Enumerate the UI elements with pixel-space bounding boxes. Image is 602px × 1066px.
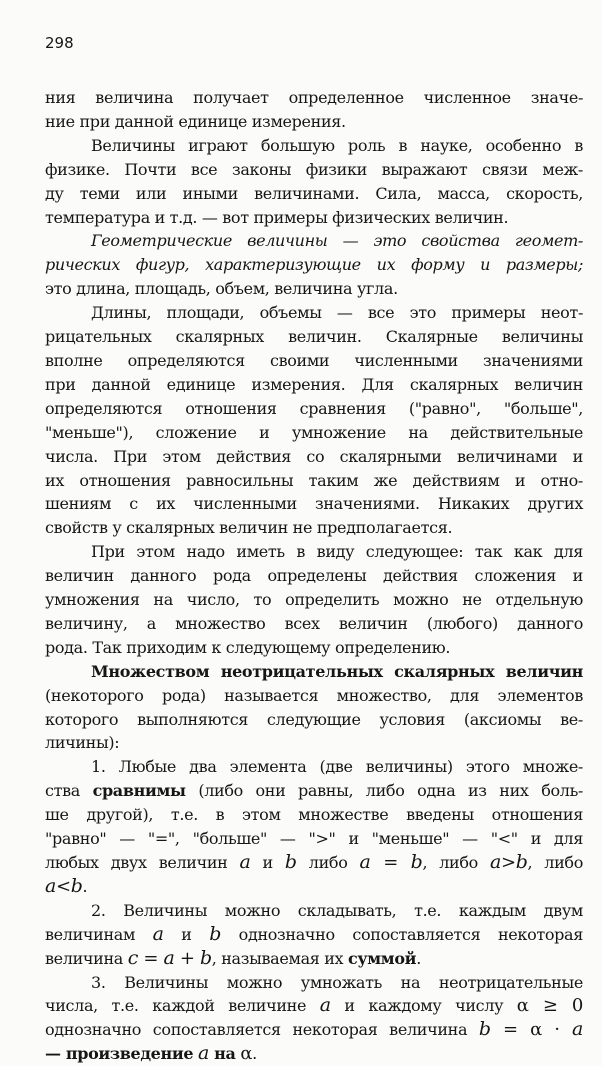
text-segment: Геометрические величины — это свойства геомет- <box>91 231 583 251</box>
text-segment: величину, а множество всех величин (любого) данного <box>45 613 583 633</box>
text-segment: ше другой), т.е. в этом множестве введены отношения <box>45 805 583 825</box>
math-symbol: a <box>197 1042 209 1065</box>
text-line-l33 <box>45 851 583 875</box>
text-line-l23 <box>45 612 583 636</box>
text-segment: Величины играют большую роль в науке, особенно в <box>91 135 583 155</box>
text-segment: рода. Так приходим к следующему определению. <box>45 637 451 657</box>
text-line-l19 <box>45 516 583 540</box>
text-line-l10 <box>45 301 583 325</box>
text-segment: рицательных скалярных величин. Скалярные величины <box>45 327 583 347</box>
math-symbol: α <box>240 1043 253 1065</box>
text-segment: это длина, площадь, объем, величина угла. <box>45 279 398 299</box>
text-segment: , либо <box>527 853 583 872</box>
text-line-l16 <box>45 445 583 469</box>
math-symbol: a <box>163 946 175 969</box>
text-line-l40 <box>45 1018 583 1042</box>
text-segment: определяются отношения сравнения ("равно", "больше", <box>45 398 583 418</box>
text-segment: температура и т.д. — вот примеры физических величин. <box>45 207 509 227</box>
text-segment: любых двух величин <box>45 853 240 872</box>
text-segment: (либо они равны, либо одна из них боль- <box>185 781 583 801</box>
body-text <box>45 86 583 1066</box>
text-line-l34 <box>45 875 583 899</box>
text-segment: 2. Величины можно складывать, т.е. каждым двум <box>91 900 583 920</box>
text-segment: однозначно сопоставляется некоторая <box>221 924 583 944</box>
math-symbol: a <box>319 994 331 1017</box>
text-segment: 3. Величины можно умножать на неотрицательные <box>91 972 583 992</box>
math-symbol: b <box>515 851 528 873</box>
text-line-l05 <box>45 182 583 206</box>
text-line-l39 <box>45 994 583 1018</box>
text-line-l25 <box>45 660 583 684</box>
text-segment: суммой <box>347 948 417 968</box>
text-line-l36 <box>45 923 583 947</box>
text-segment: числа, т.е. каждой величине <box>45 996 320 1016</box>
text-segment: . <box>82 876 88 896</box>
text-segment: , либо <box>422 853 490 872</box>
text-segment: . <box>416 948 421 968</box>
text-segment: числа. При этом действия со скалярными величинами и <box>45 446 583 466</box>
text-segment: 1. Любые два элемента (две величины) этого множе- <box>91 757 583 777</box>
text-line-l02 <box>45 110 583 134</box>
math-symbol: c <box>127 946 138 969</box>
math-symbol: a <box>45 874 56 897</box>
text-line-l37 <box>45 947 583 971</box>
text-segment: однозначно сопоставляется некоторая величина <box>45 1020 479 1040</box>
text-segment: умножения на число, то определить можно не отдельную <box>45 590 583 610</box>
text-segment: и <box>250 853 285 872</box>
text-segment: ду теми или иными величинами. Сила, масса, скорость, <box>45 183 583 203</box>
text-line-l18 <box>45 492 583 516</box>
math-symbol: a <box>359 851 371 873</box>
math-symbol: = α · <box>490 1019 572 1041</box>
math-symbol: b <box>70 874 83 897</box>
text-line-l22 <box>45 588 583 612</box>
text-line-l17 <box>45 469 583 493</box>
text-line-l06 <box>45 206 583 230</box>
text-segment: шениям с их численными значениями. Никаких других <box>45 494 583 514</box>
math-symbol: b <box>478 1018 491 1041</box>
text-line-l20 <box>45 540 583 564</box>
text-line-l32 <box>45 827 583 851</box>
text-line-l38 <box>45 971 583 995</box>
text-segment: Длины, площади, объемы — все это примеры неот- <box>91 303 583 323</box>
text-line-l28 <box>45 731 583 755</box>
text-line-l15 <box>45 421 583 445</box>
math-symbol: a <box>489 851 501 873</box>
text-segment: свойств у скалярных величин не предполагается. <box>45 518 453 538</box>
text-segment: и каждому числу <box>330 996 517 1016</box>
math-symbol: > <box>500 852 516 873</box>
text-segment: "меньше"), сложение и умножение на действительные <box>45 422 583 442</box>
math-symbol: = <box>137 947 164 969</box>
text-line-l21 <box>45 564 583 588</box>
text-segment: ства <box>45 781 93 801</box>
text-segment: величинам <box>45 924 153 944</box>
math-symbol: b <box>410 851 423 873</box>
text-segment: вполне определяются своими численными значениями <box>45 350 583 370</box>
text-line-l03 <box>45 134 583 158</box>
text-line-l29 <box>45 755 583 779</box>
math-symbol: α ≥ 0 <box>516 995 583 1017</box>
math-symbol: b <box>209 922 222 945</box>
text-line-l04 <box>45 158 583 182</box>
page-number: 298 <box>45 34 74 52</box>
text-segment: на <box>208 1044 236 1064</box>
text-segment: ния величина получает определенное численное значе- <box>45 88 583 107</box>
math-symbol: b <box>284 851 297 873</box>
text-segment: сравнимы <box>92 781 186 801</box>
text-line-l31 <box>45 803 583 827</box>
text-segment: либо <box>296 853 360 872</box>
math-symbol: a <box>572 1018 583 1041</box>
text-segment: их отношения равносильны таким же действиям и отно- <box>45 470 583 490</box>
text-line-l26 <box>45 684 583 708</box>
text-line-l11 <box>45 325 583 349</box>
text-segment: Множеством неотрицательных скалярных величин <box>91 661 583 681</box>
text-line-l41 <box>45 1042 583 1066</box>
text-line-l09 <box>45 277 583 301</box>
math-symbol: < <box>55 875 71 897</box>
text-line-l24 <box>45 636 583 660</box>
text-segment: (некоторого рода) называется множество, для элементов <box>45 685 583 705</box>
text-line-l30 <box>45 779 583 803</box>
math-symbol: + <box>174 947 200 969</box>
text-segment: — произведение <box>45 1044 194 1064</box>
text-segment: рических фигур, характеризующие их форму и размеры; <box>45 255 583 275</box>
text-segment: "равно" — "=", "больше" — ">" и "меньше" — "<" и для <box>45 829 583 849</box>
text-segment: при данной единице измерения. Для скалярных величин <box>45 374 583 394</box>
text-segment: величин данного рода определены действия сложения и <box>45 566 583 586</box>
text-line-l35 <box>45 899 583 923</box>
text-segment: , называемая их <box>211 948 348 968</box>
text-line-l13 <box>45 373 583 397</box>
text-segment: личины): <box>45 733 120 753</box>
math-symbol: a <box>239 851 251 873</box>
text-segment: ние при данной единице измерения. <box>45 111 346 131</box>
text-line-l07 <box>45 229 583 253</box>
text-segment: и <box>163 924 210 944</box>
text-line-l01 <box>45 86 583 110</box>
math-symbol: a <box>152 922 164 945</box>
text-segment: которого выполняются следующие условия (аксиомы ве- <box>45 709 583 729</box>
text-line-l14 <box>45 397 583 421</box>
text-segment: При этом надо иметь в виду следующее: так как для <box>91 542 583 562</box>
math-symbol: b <box>199 946 212 969</box>
text-segment: величина <box>45 948 128 968</box>
text-line-l12 <box>45 349 583 373</box>
text-line-l08 <box>45 253 583 277</box>
text-line-l27 <box>45 708 583 732</box>
text-segment: физике. Почти все законы физики выражают связи меж- <box>45 159 583 179</box>
math-symbol: = <box>370 852 411 873</box>
text-segment: . <box>252 1044 257 1064</box>
